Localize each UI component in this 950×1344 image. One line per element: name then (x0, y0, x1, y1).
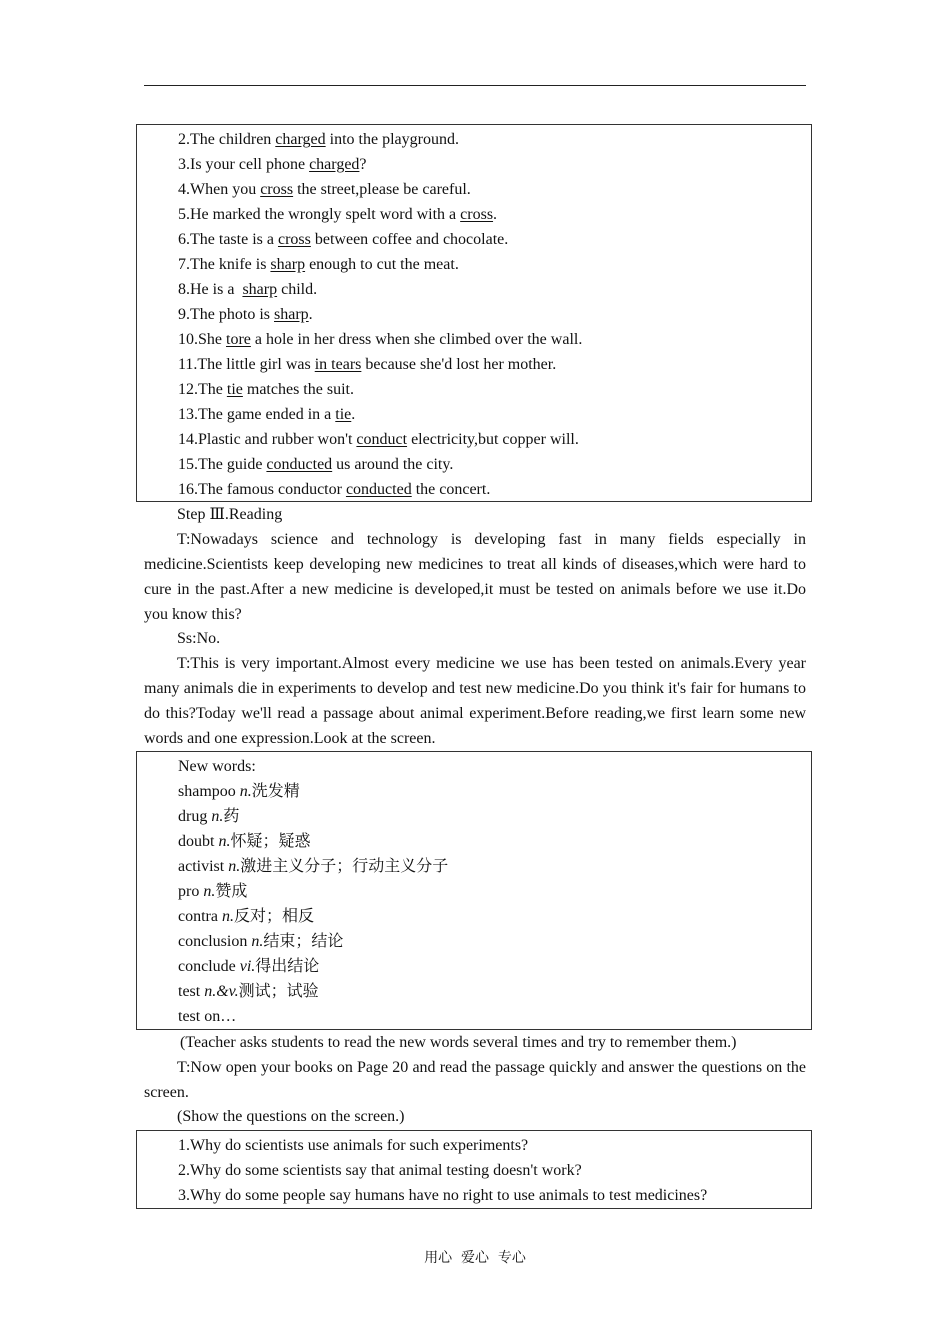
target-word: in tears (314, 356, 362, 373)
target-word: cross (260, 181, 294, 198)
questions-box (136, 1130, 812, 1209)
sentence-line: 8.He is a sharp child. (178, 281, 318, 298)
word-entry: test on… (178, 1008, 237, 1025)
target-word: conducted (266, 456, 333, 473)
sentence-line: 14.Plastic and rubber won't conduct electricity,but copper will. (178, 431, 579, 448)
word-entry: test n.&v.测试；试验 (178, 983, 319, 1000)
sentence-line: 12.The tie matches the suit. (178, 381, 354, 398)
target-word: tie (226, 381, 243, 398)
page-footer: 用心 爱心 专心 (424, 1250, 526, 1266)
sentence-line: 4.When you cross the street,please be careful. (178, 181, 471, 198)
target-word: conduct (356, 431, 408, 448)
question-item: 2.Why do some scientists say that animal testing doesn't work? (178, 1162, 582, 1179)
target-word: conducted (345, 481, 412, 498)
sentence-line: 7.The knife is sharp enough to cut the meat. (178, 256, 459, 273)
sentence-line: 5.He marked the wrongly spelt word with a cross. (178, 206, 498, 223)
word-entry: conclusion n.结束；结论 (178, 933, 344, 950)
new-words-box (136, 751, 812, 1030)
sentence-line: 2.The children charged into the playground. (178, 131, 459, 148)
target-word: tore (226, 331, 251, 348)
word-entry: doubt n.怀疑；疑惑 (178, 833, 311, 850)
word-entry: activist n.激进主义分子；行动主义分子 (178, 858, 449, 875)
teacher-instruction: T:Now open your books on Page 20 and read the passage quickly and answer the questions on the screen. (144, 1059, 806, 1101)
new-words-title: New words: (178, 758, 256, 775)
target-word: sharp (242, 281, 278, 298)
teacher-followup: T:This is very important.Almost every medicine we use has been tested on animals.Every year many animals die in experiments to develop and test new medicine.Do you think it's fair for humans to do this?Today we'll read a passage about animal experiment.Before reading,we first learn some new words and one expression.Look at the screen. (144, 655, 806, 747)
word-entry: drug n.药 (178, 808, 240, 825)
word-entry: contra n.反对；相反 (178, 908, 314, 925)
target-word: charged (309, 156, 360, 173)
step-heading: Step Ⅲ.Reading (177, 506, 283, 523)
word-entry: pro n.赞成 (178, 883, 248, 900)
question-item: 3.Why do some people say humans have no right to use animals to test medicines? (178, 1187, 708, 1204)
students-reply: Ss:No. (177, 630, 221, 647)
header-rule (144, 85, 806, 86)
sentence-line: 10.She tore a hole in her dress when she climbed over the wall. (178, 331, 583, 348)
sentence-line: 16.The famous conductor conducted the concert. (178, 481, 491, 498)
sentence-line: 13.The game ended in a tie. (178, 406, 356, 423)
word-entry: conclude vi.得出结论 (178, 958, 320, 975)
word-entry: shampoo n.洗发精 (178, 783, 300, 800)
target-word: sharp (274, 306, 309, 323)
target-word: cross (277, 231, 311, 248)
sentence-line: 6.The taste is a cross between coffee and chocolate. (178, 231, 509, 248)
question-item: 1.Why do scientists use animals for such experiments? (178, 1137, 529, 1154)
target-word: sharp (270, 256, 306, 273)
target-word: charged (275, 131, 326, 148)
sentence-line: 15.The guide conducted us around the city. (178, 456, 454, 473)
sentence-line: 11.The little girl was in tears because she'd lost her mother. (178, 356, 557, 373)
show-questions-note: (Show the questions on the screen.) (177, 1108, 405, 1125)
target-word: cross (460, 206, 494, 223)
sentence-line: 3.Is your cell phone charged? (178, 156, 367, 173)
teacher-note: (Teacher asks students to read the new words several times and try to remember them.) (180, 1034, 737, 1051)
vocab-sentences-box (136, 124, 812, 502)
teacher-intro: T:Nowadays science and technology is developing fast in many fields especially in medicine.Scientists keep developing new medicines to treat all kinds of diseases,which were hard to cure in the past.After a new medicine is developed,it must be tested on animals before we use it.Do you know this? (144, 531, 806, 623)
target-word: tie (335, 406, 352, 423)
sentence-line: 9.The photo is sharp. (178, 306, 313, 323)
